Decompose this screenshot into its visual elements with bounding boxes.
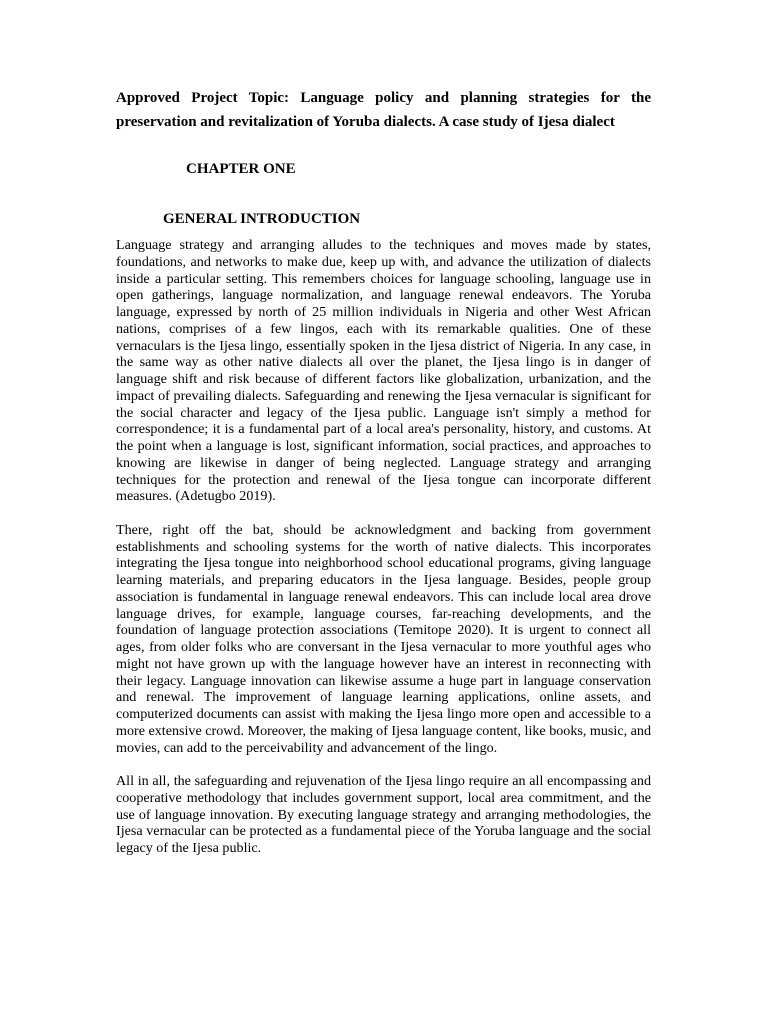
document-page — [116, 86, 651, 856]
section-heading: GENERAL INTRODUCTION — [163, 211, 361, 227]
body-text — [116, 237, 651, 874]
project-topic: Approved Project Topic: Language policy and planning strategies for the preservation and revitalization of Yoruba dialects. A case study of Ijesa dialect — [116, 90, 651, 130]
paragraph-3: All in all, the safeguarding and rejuvenation of the Ijesa lingo require an all encompassing and cooperative methodology that includes government support, local area commitment, and the use of language innovation. By executing language strategy and arranging methodologies, the Ijesa vernacular can be protected as a fundamental piece of the Yoruba language and the social legacy of the Ijesa public. — [116, 773, 651, 856]
paragraph-2: There, right off the bat, should be acknowledgment and backing from government establishments and schooling systems for the worth of native dialects. This incorporates integrating the Ijesa tongue into neighborhood school educational programs, giving language learning materials, and preparing educators in the Ijesa language. Besides, people group association is fundamental in language renewal endeavors. This can include local area drove language drives, for example, language courses, far-reaching developments, and the foundation of language protection associations (Temitope 2020). It is urgent to connect all ages, from older folks who are conversant in the Ijesa vernacular to more youthful ages who might not have grown up with the language however have an interest in reconnecting with their legacy. Language innovation can likewise assume a huge part in language conservation and renewal. The improvement of language learning applications, online assets, and computerized documents can assist with making the Ijesa lingo more open and accessible to a more extensive crowd. Moreover, the making of Ijesa language content, like books, music, and movies, can add to the perceivability and advancement of the lingo. — [116, 521, 651, 756]
chapter-heading: CHAPTER ONE — [186, 161, 296, 177]
paragraph-1: Language strategy and arranging alludes to the techniques and moves made by states, foundations, and networks to make due, keep up with, and advance the utilization of dialects inside a particular setting. This remembers choices for language schooling, language use in open gatherings, language normalization, and language renewal endeavors. The Yoruba language, expressed by north of 25 million individuals in Nigeria and other West African nations, comprises of a few lingos, each with its remarkable qualities. One of these vernaculars is the Ijesa lingo, essentially spoken in the Ijesa district of Nigeria. In any case, in the same way as other native dialects all over the planet, the Ijesa lingo is in danger of language shift and risk because of different factors like globalization, urbanization, and the impact of prevailing dialects. Safeguarding and renewing the Ijesa vernacular is significant for the social character and legacy of the Ijesa public. Language isn't simply a method for correspondence; it is a fundamental part of a local area's personality, history, and customs. At the point when a language is lost, significant information, social practices, and approaches to knowing are likewise in danger of being neglected. Language strategy and arranging techniques for the protection and renewal of the Ijesa tongue can incorporate different measures. (Adetugbo 2019). — [116, 237, 651, 505]
